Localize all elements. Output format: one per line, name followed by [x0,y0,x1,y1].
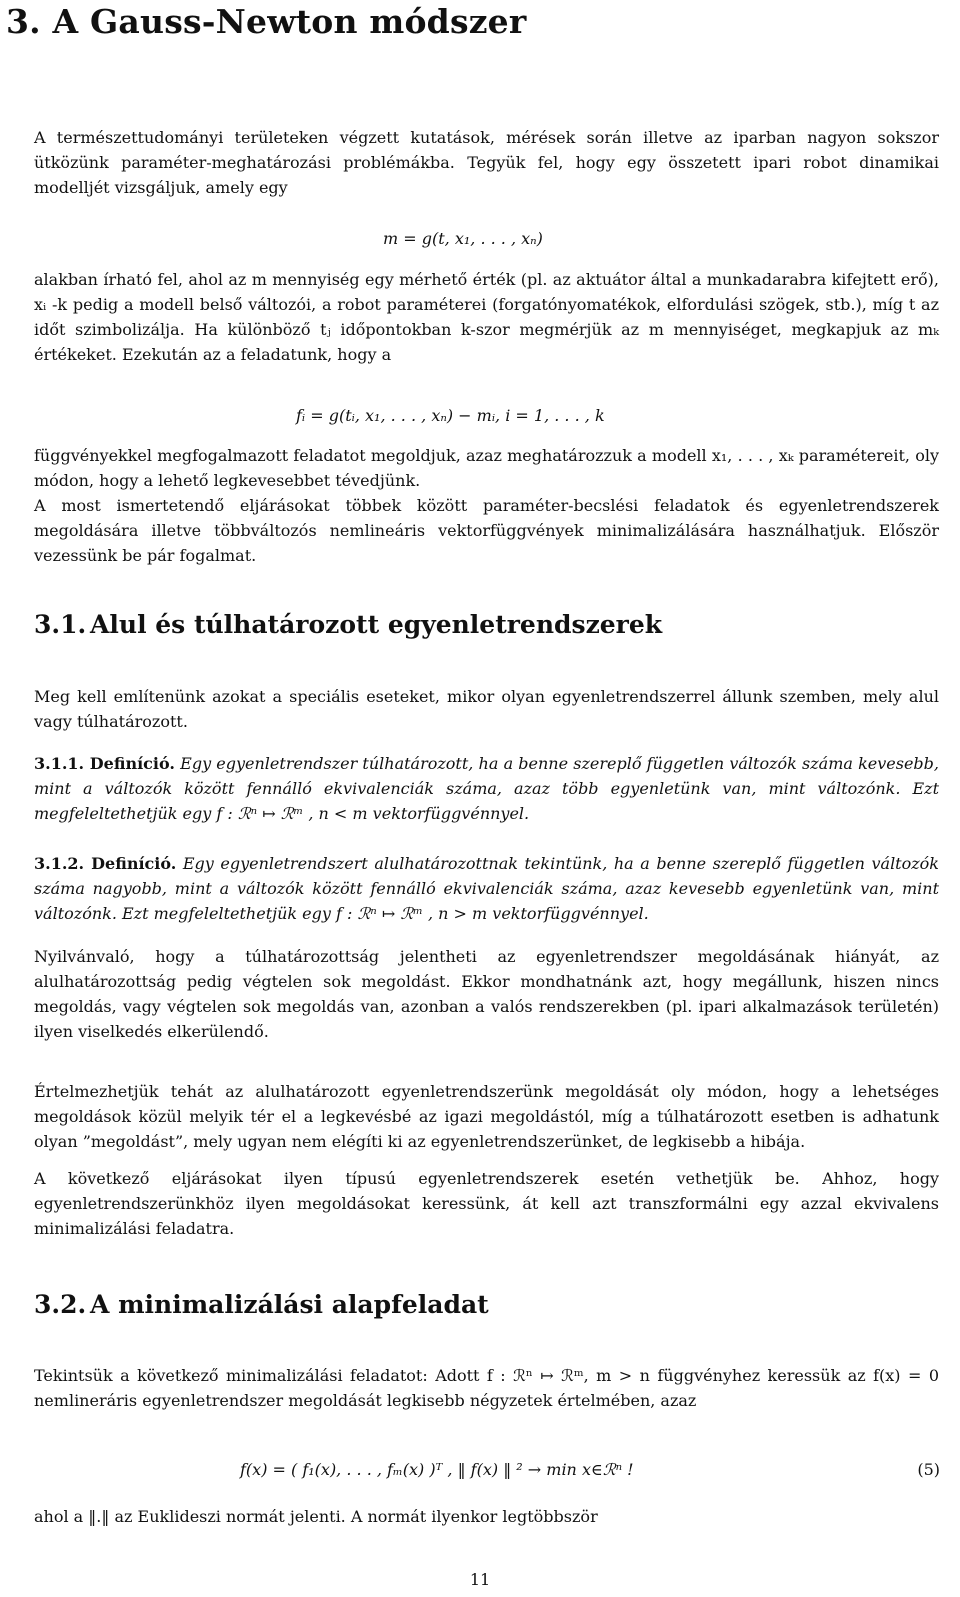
section-3-2-title: A minimalizálási alapfeladat [90,1290,489,1319]
section-3-1-paragraph-2: Nyilvánvaló, hogy a túlhatározottság jelentheti az egyenletrendszer megoldásának hiányát, az alulhatározottság pedig végtelen sok megoldást. Ekkor mondhatnánk azt, hogy megállunk, hiszen nincs megoldás, vagy végtelen sok megoldás van, azonban a valós rendszerekben (pl. ipari alkalmazások területén) ilyen viselkedés elkerülendő. [34,947,939,1041]
intro-paragraph-2: alakban írható fel, ahol az m mennyiség egy mérhető érték (pl. az aktuátor által a munkadarabra kifejtett erő), xᵢ -k pedig a modell belső változói, a robot paraméterei (forgatónyomatékok, elfordulási szögek, stb.), míg t az időt szimbolizálja. Ha különböző tⱼ időpontokban k-szor megmérjük az m mennyiséget, megkapjuk az mₖ értékeket. Ezekután az a feladatunk, hogy a [34,270,939,364]
section-3-1-paragraph-3: Értelmezhetjük tehát az alulhatározott egyenletrendszerünk megoldását oly módon, hogy a lehetséges megoldások közül melyik tér el a legkevésbé az igazi megoldástól, míg a túlhatározott esetben is adhatunk olyan ”megoldást”, mely ugyan nem elégíti ki az egyenletrendszerünket, de legkisebb a hibája. [34,1082,939,1151]
section-3-1-paragraph-4: A következő eljárásokat ilyen típusú egyenletrendszerek esetén vethetjük be. Ahhoz, hogy egyenletrendszerünkhöz ilyen megoldásokat keressünk, át kell azt transzformálni egy azzal ekvivalens minimalizálási feladatra. [34,1169,939,1238]
definition-3-1-2-label: 3.1.2. Definíció. [34,854,177,873]
section-3-2-paragraph-2: ahol a ‖.‖ az Euklideszi normát jelenti. A normát ilyenkor legtöbbször [34,1507,598,1526]
definition-3-1-2 [34,851,939,926]
intro-paragraph-4: A most ismertetendő eljárásokat többek között paraméter-becslési feladatok és egyenletrendszerek megoldására illetve többváltozós nemlineáris vektorfüggvények minimalizálására használhatjuk. Először vezessünk be pár fogalmat. [34,496,939,565]
page-number: 11 [469,1570,491,1589]
section-3-1-number: 3.1. [34,610,87,639]
definition-3-1-2-body: Egy egyenletrendszert alulhatározottnak tekintünk, ha a benne szereplő független változók száma nagyobb, mint a változók között fennálló ekvivalenciák száma, azaz kevesebb egyenletünk van, mint változónk. Ezt megfeleltethetjük egy f : ℛⁿ ↦ ℛᵐ , n > m vektorfüggvénnyel. [34,854,940,923]
section-3-2-number: 3.2. [34,1290,87,1319]
definition-3-1-1 [34,751,939,826]
equation-residual: fᵢ = g(tᵢ, x₁, . . . , xₙ) − mᵢ, i = 1, . . . , k [296,406,605,425]
definition-3-1-1-body: Egy egyenletrendszer túlhatározott, ha a benne szereplő független változók száma kevesebb, mint a változók között fennálló ekvivalenciák száma, azaz több egyenletünk van, mint változónk. Ezt megfeleltethetjük egy f : ℛⁿ ↦ ℛᵐ , n < m vektorfüggvénnyel. [34,754,940,823]
intro-paragraph-3: függvényekkel megfogalmazott feladatot megoldjuk, azaz meghatározzuk a modell x₁, . . . , xₖ paramétereit, oly módon, hogy a lehető legkevesebbet tévedjünk. [34,446,939,490]
section-3-2-heading [34,1289,489,1321]
chapter-title: 3. A Gauss-Newton módszer [6,2,527,41]
section-3-2-paragraph-1: Tekintsük a következő minimalizálási feladatot: Adott f : ℛⁿ ↦ ℛᵐ, m > n függvényhez keressük az f(x) = 0 nemlineráris egyenletrendszer megoldását legkisebb négyzetek értelmében, azaz [34,1366,939,1410]
definition-3-1-1-label: 3.1.1. Definíció. [34,754,175,773]
equation-minimization: f(x) = ( f₁(x), . . . , fₘ(x) )ᵀ , ‖ f(x) ‖ ² → min x∈ℛⁿ ! [240,1460,634,1479]
section-3-1-title: Alul és túlhatározott egyenletrendszerek [90,610,663,639]
equation-number: (5) [917,1460,940,1479]
section-3-1-heading [34,609,662,641]
intro-paragraph-1: A természettudományi területeken végzett kutatások, mérések során illetve az iparban nagyon sokszor ütközünk paraméter-meghatározási problémákba. Tegyük fel, hogy egy összetett ipari robot dinamikai modelljét vizsgáljuk, amely egy [34,128,939,197]
section-3-1-paragraph-1: Meg kell említenünk azokat a speciális eseteket, mikor olyan egyenletrendszerrel állunk szemben, mely alul vagy túlhatározott. [34,687,939,731]
equation-model: m = g(t, x₁, . . . , xₙ) [383,229,543,248]
